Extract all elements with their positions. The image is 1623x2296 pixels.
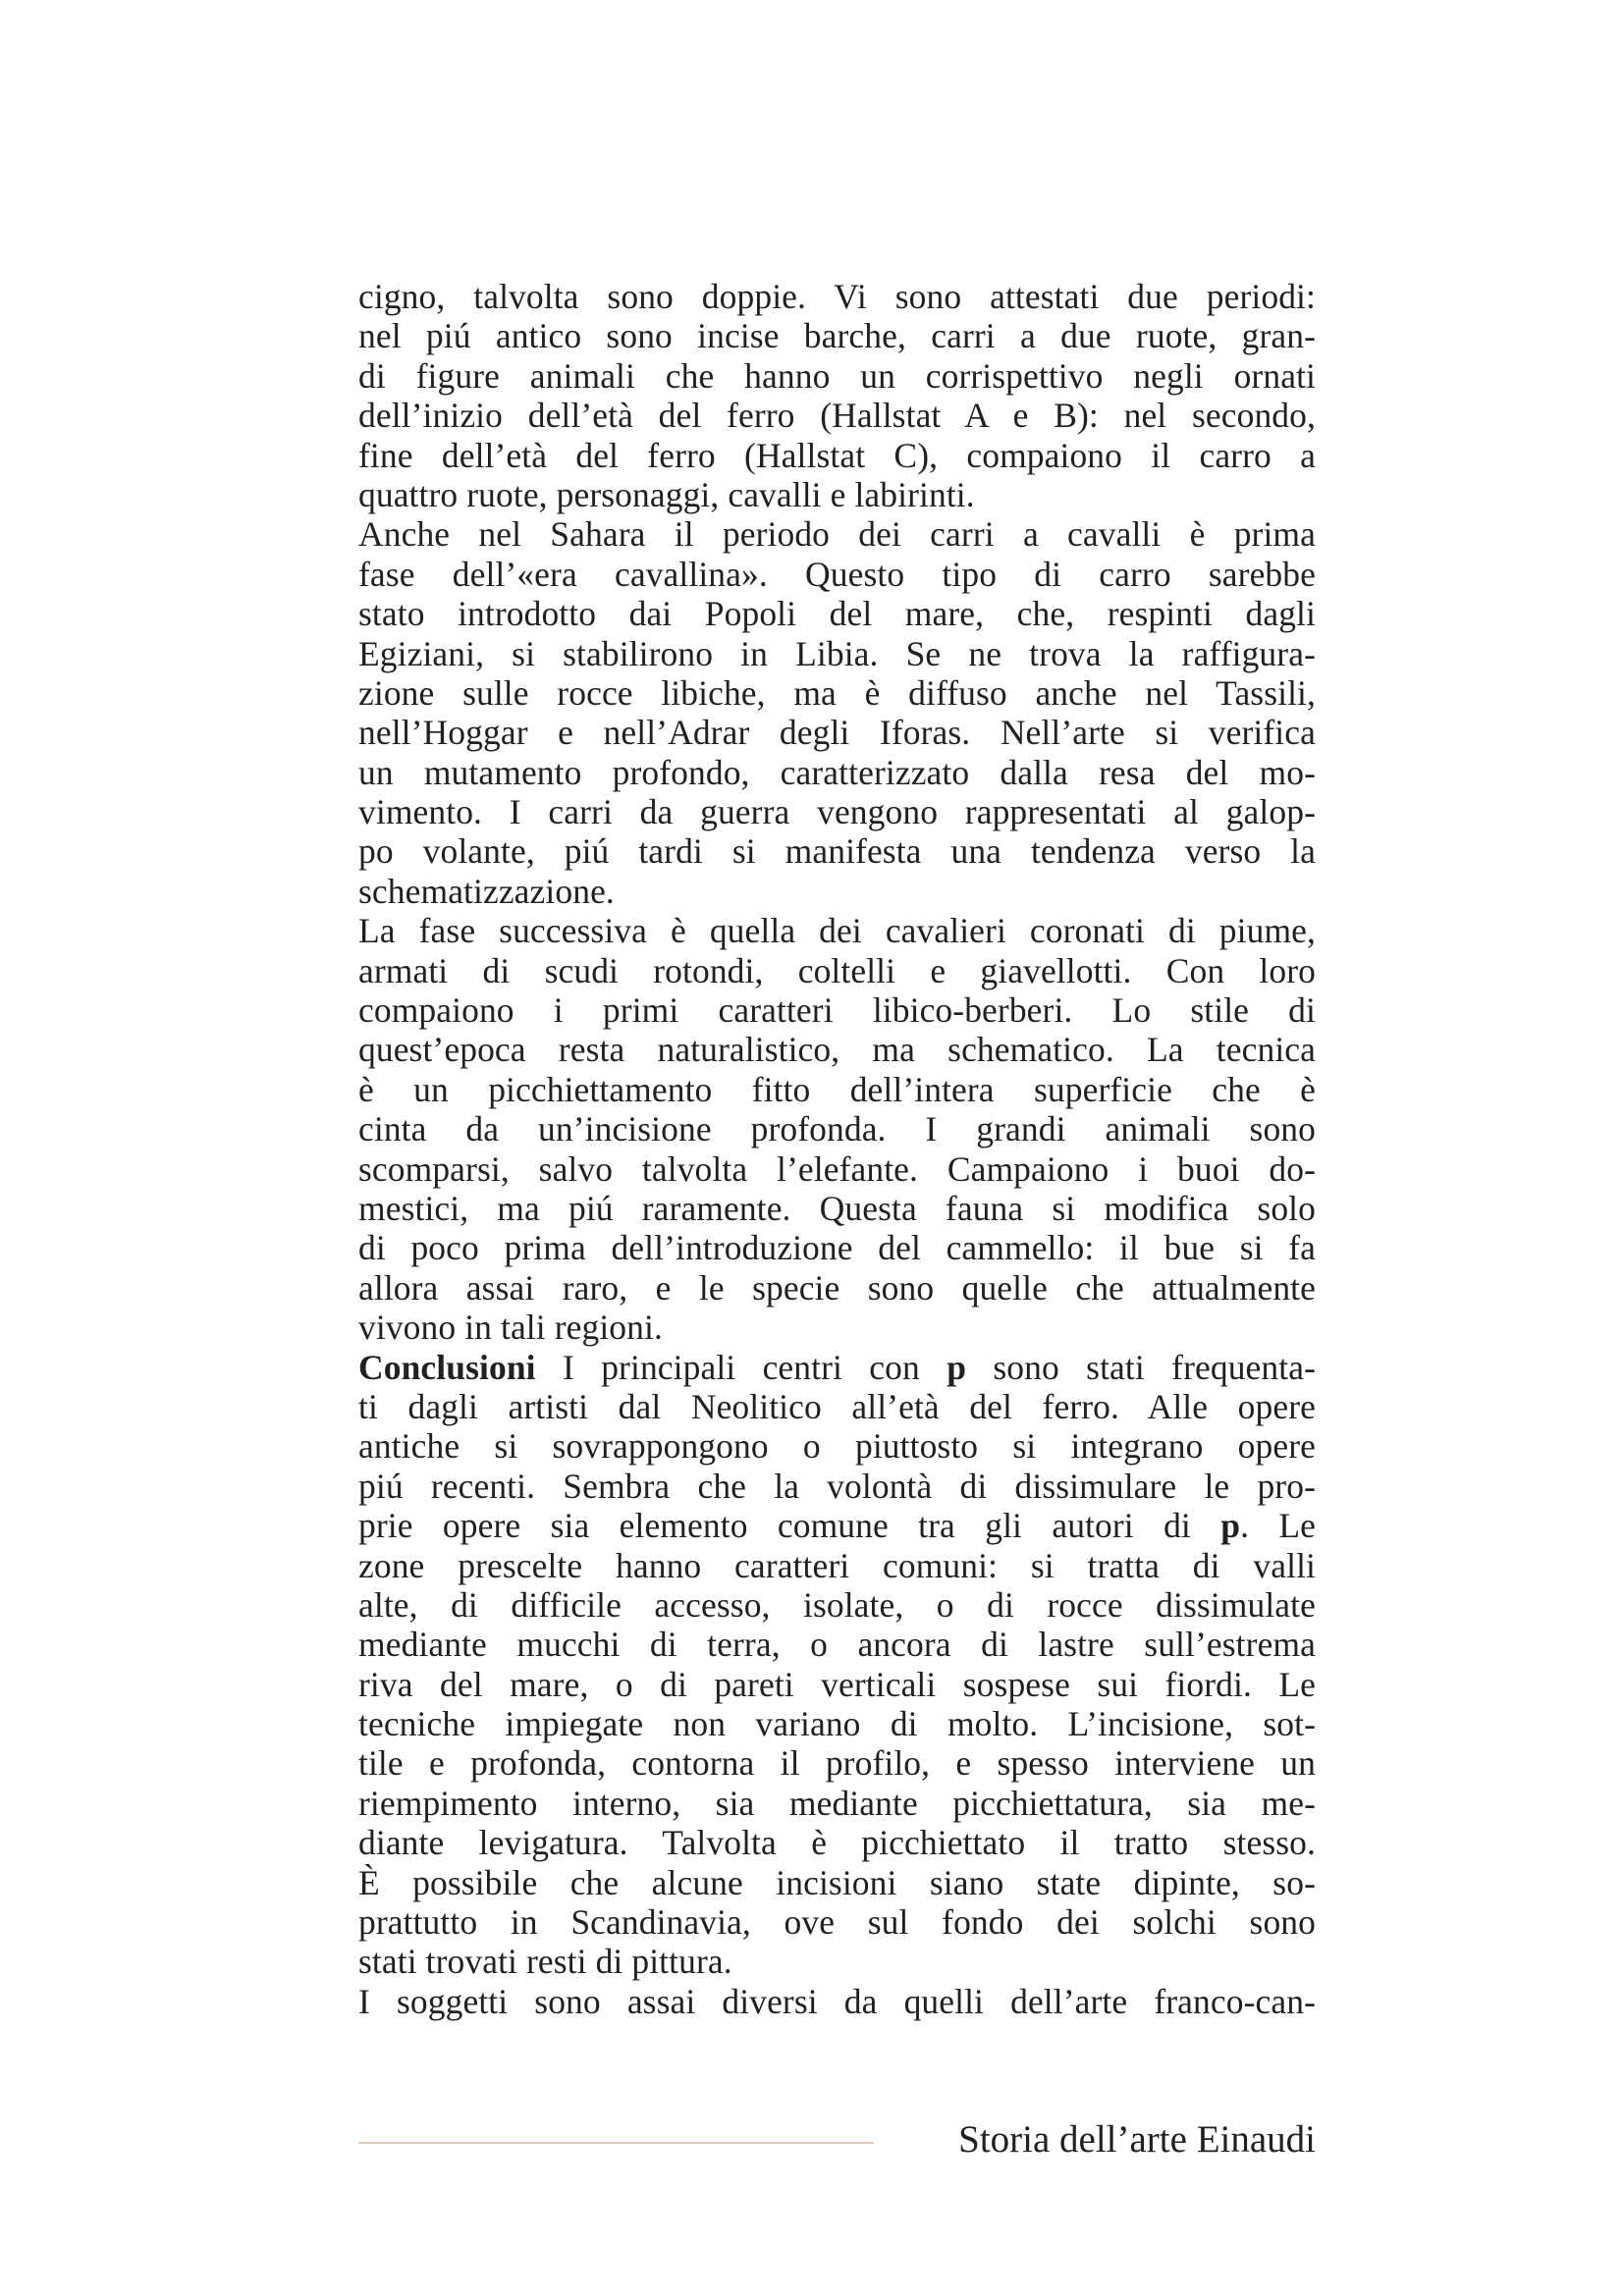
text-line: mediante mucchi di terra, o ancora di lastre sull’estrema xyxy=(358,1625,1316,1665)
text-line: scomparsi, salvo talvolta l’elefante. Campaiono i buoi do- xyxy=(358,1148,1316,1189)
text-line: compaiono i primi caratteri libico-berberi. Lo stile di xyxy=(358,990,1316,1031)
text-line: nel piú antico sono incise barche, carri a due ruote, gran- xyxy=(358,316,1316,356)
footer-title: Storia dell’arte Einaudi xyxy=(958,2118,1316,2161)
text-line: quest’epoca resta naturalistico, ma schematico. La tecnica xyxy=(358,1030,1316,1070)
text-line: riva del mare, o di pareti verticali sospese sui fiordi. Le xyxy=(358,1664,1316,1704)
footer-rule xyxy=(358,2142,874,2144)
text-fragment: I principali centri con xyxy=(535,1347,947,1387)
text-line: Egiziani, si stabilirono in Libia. Se ne trova la raffigura- xyxy=(358,633,1316,673)
text-line: è un picchiettamento fitto dell’intera superficie che è xyxy=(358,1069,1316,1109)
text-line: schematizzazione. xyxy=(358,871,615,911)
text-line: tile e profonda, contorna il profilo, e spesso interviene un xyxy=(358,1743,1316,1784)
text-line: antiche si sovrappongono o piuttosto si integrano opere xyxy=(358,1426,1316,1467)
text-line: prattutto in Scandinavia, ove sul fondo dei solchi sono xyxy=(358,1902,1316,1943)
paragraph-1 xyxy=(358,277,1316,514)
text-line: stato introdotto dai Popoli del mare, che, respinti dagli xyxy=(358,594,1316,634)
text-line: un mutamento profondo, caratterizzato dalla resa del mo- xyxy=(358,752,1316,792)
text-line xyxy=(358,1348,1316,1387)
text-line: quattro ruote, personaggi, cavalli e labirinti. xyxy=(358,474,975,514)
text-line xyxy=(358,1506,1316,1545)
abbreviation-p: p xyxy=(947,1347,967,1387)
text-line: ti dagli artisti dal Neolitico all’età del ferro. Alle opere xyxy=(358,1386,1316,1426)
text-line: armati di scudi rotondi, coltelli e giavellotti. Con loro xyxy=(358,950,1316,990)
text-fragment: . Le xyxy=(1240,1506,1317,1546)
text-line: tecniche impiegate non variano di molto. L’incisione, sot- xyxy=(358,1704,1316,1744)
text-line: piú recenti. Sembra che la volontà di dissimulare le pro- xyxy=(358,1466,1316,1506)
text-line: di poco prima dell’introduzione del cammello: il bue si fa xyxy=(358,1228,1316,1268)
text-line: allora assai raro, e le specie sono quelle che attualmente xyxy=(358,1267,1316,1308)
text-line: zione sulle rocce libiche, ma è diffuso anche nel Tassili, xyxy=(358,672,1316,713)
text-line: I soggetti sono assai diversi da quelli dell’arte franco-can- xyxy=(358,1981,1316,2021)
text-line: stati trovati resti di pittura. xyxy=(358,1942,732,1982)
page-footer xyxy=(358,2115,1316,2164)
paragraph-conclusioni xyxy=(358,1348,1316,1982)
text-line: fine dell’età del ferro (Hallstat C), compaiono il carro a xyxy=(358,435,1316,475)
text-line: La fase successiva è quella dei cavalieri coronati di piume, xyxy=(358,911,1316,951)
text-line: È possibile che alcune incisioni siano state dipinte, so- xyxy=(358,1862,1316,1902)
text-line: zone prescelte hanno caratteri comuni: si tratta di valli xyxy=(358,1545,1316,1585)
paragraph-2 xyxy=(358,514,1316,911)
text-line: diante levigatura. Talvolta è picchiettato il tratto stesso. xyxy=(358,1823,1316,1863)
text-line: riempimento interno, sia mediante picchiettatura, sia me- xyxy=(358,1783,1316,1823)
text-line: vivono in tali regioni. xyxy=(358,1308,663,1348)
text-line: dell’inizio dell’età del ferro (Hallstat A e B): nel secondo, xyxy=(358,396,1316,436)
text-line: alte, di difficile accesso, isolate, o di rocce dissimulate xyxy=(358,1584,1316,1625)
paragraph-3 xyxy=(358,911,1316,1347)
text-line: di figure animali che hanno un corrispettivo negli ornati xyxy=(358,355,1316,396)
text-line: mestici, ma piú raramente. Questa fauna si modifica solo xyxy=(358,1188,1316,1228)
text-fragment: prie opere sia elemento comune tra gli autori di xyxy=(358,1506,1221,1546)
text-line: Anche nel Sahara il periodo dei carri a cavalli è prima xyxy=(358,514,1316,555)
text-line: po volante, piú tardi si manifesta una tendenza verso la xyxy=(358,831,1316,872)
paragraph-5 xyxy=(358,1982,1316,2021)
text-fragment: sono stati frequenta- xyxy=(966,1347,1316,1387)
text-line: vimento. I carri da guerra vengono rappresentati al galop- xyxy=(358,792,1316,832)
text-line: nell’Hoggar e nell’Adrar degli Iforas. Nell’arte si verifica xyxy=(358,713,1316,753)
text-line: fase dell’«era cavallina». Questo tipo di carro sarebbe xyxy=(358,554,1316,594)
section-heading: Conclusioni xyxy=(358,1347,536,1387)
abbreviation-p: p xyxy=(1220,1506,1241,1546)
text-line: cigno, talvolta sono doppie. Vi sono attestati due periodi: xyxy=(358,277,1316,316)
text-line: cinta da un’incisione profonda. I grandi animali sono xyxy=(358,1109,1316,1149)
page-body xyxy=(358,277,1316,2021)
